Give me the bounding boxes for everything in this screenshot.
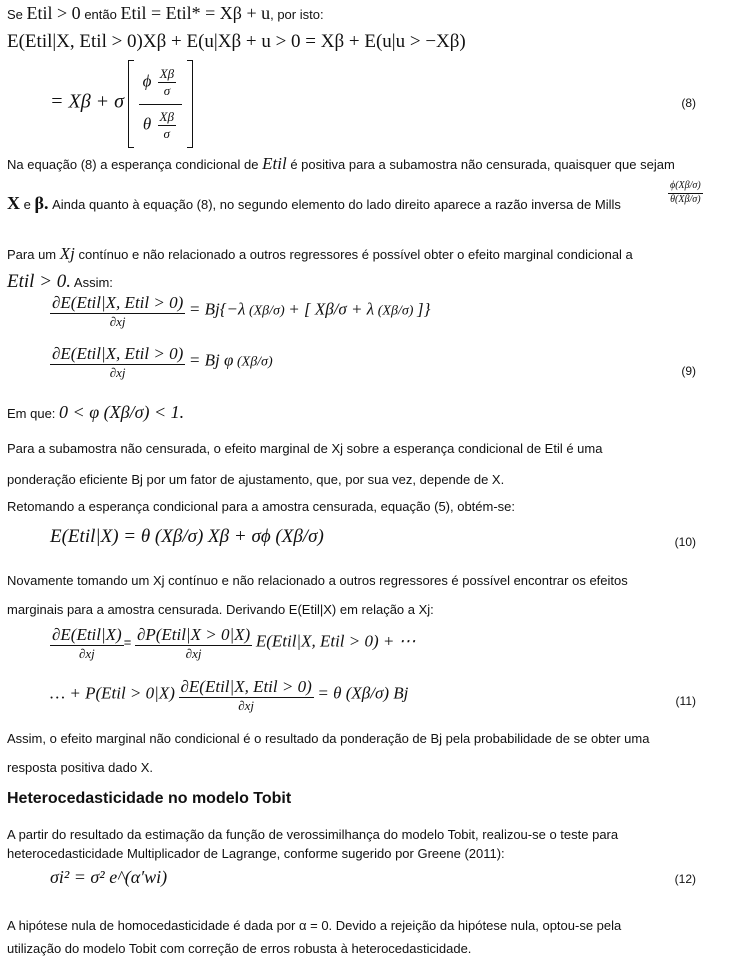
- text-poristo: , por isto:: [270, 7, 324, 22]
- eq8: [50, 60, 193, 148]
- eq11a-d2: ∂xj: [185, 646, 202, 662]
- para-10: resposta positiva dado X.: [7, 760, 153, 775]
- eq11a-tail: E(Etil|X, Etil > 0) + ⋯: [255, 631, 416, 651]
- eq9a-den: ∂xj: [109, 314, 126, 330]
- eq8-number: (8): [681, 96, 696, 110]
- eq8-lhs: = Xβ + σ: [50, 90, 125, 113]
- section-heading: Heterocedasticidade no modelo Tobit: [7, 790, 292, 807]
- eq9b-rhs: = Bj φ: [188, 350, 234, 370]
- para-12: heterocedasticidade Multiplicador de Lagrange, conforme sugerido por Greene (2011):: [7, 846, 505, 861]
- eq10-number: (10): [674, 535, 696, 549]
- eq10: E(Etil|X) = θ (Xβ/σ) Xβ + σϕ (Xβ/σ): [50, 526, 324, 547]
- p2-text: Ainda quanto à equação (8), no segundo elemento do lado direito aparece a razão inversa de Mills: [52, 197, 621, 212]
- p1-b: é positiva para a subamostra não censurada, quaisquer que sejam: [290, 157, 675, 172]
- eq9a-num: ∂E(Etil|X, Etil > 0): [50, 292, 185, 314]
- p3-xj: Xj: [59, 244, 75, 263]
- math-cond: Etil > 0: [26, 3, 81, 23]
- eq9a: $\frac{\text{∂E(Etil|X, Etil > 0)}}{\partial xj}$ = Bj{−λ (Xβ/σ) + [ Xβ/σ + λ (Xβ/σ) ]}: [52, 293, 431, 330]
- eq9a-rhs1: = Bj{−λ: [188, 299, 246, 319]
- para-14: utilização do modelo Tobit com correção de erros robusta à heterocedasticidade.: [7, 941, 472, 956]
- para-11: A partir do resultado da estimação da função de verossimilhança do modelo Tobit, realizou-se o teste para: [7, 827, 619, 842]
- eq-line-1: E(Etil|X, Etil > 0)Xβ + E(u|Xβ + u > 0 = Xβ + E(u|u > −Xβ): [7, 31, 466, 52]
- eq8-num: [139, 62, 182, 105]
- p1-etil: Etil: [262, 154, 287, 173]
- eq9-number: (9): [681, 364, 696, 378]
- p3-etil: Etil > 0.: [7, 271, 72, 292]
- mills-sig2: σ: [692, 193, 698, 205]
- eq11a-d1: ∂xj: [78, 646, 95, 662]
- para-7: Novamente tomando um Xj contínuo e não relacionado a outros regressores é possível encontrar os efeitos: [7, 573, 628, 588]
- eq8-theta: θ: [142, 114, 152, 134]
- para-6: Retomando a esperança condicional para a amostra censurada, equação (5), obtém-se:: [7, 499, 516, 514]
- p3-assim: Assim:: [73, 275, 113, 290]
- eq8-xb2: Xβ: [158, 109, 176, 126]
- mills-ratio: $\frac{\phi(X\beta/\sigma)}{\theta(X\beta/\sigma)}$: [670, 180, 701, 205]
- para-9: Assim, o efeito marginal não condicional é o resultado da ponderação de Bj pela probabilidade de se obter uma: [7, 731, 650, 746]
- eq11b-num: ∂E(Etil|X, Etil > 0): [179, 676, 314, 698]
- eq11a-n1: ∂E(Etil|X): [50, 624, 124, 646]
- mills-theta: θ: [670, 193, 676, 205]
- eq9a-rhs2: + [ Xβ/σ + λ: [288, 299, 375, 319]
- mills-sig1: σ: [692, 180, 698, 191]
- emque-label: Em que:: [7, 406, 56, 421]
- p3-b: contínuo e não relacionado a outros regressores é possível obter o efeito marginal condicional a: [78, 247, 633, 262]
- mills-xb2: Xβ: [678, 193, 690, 205]
- para-1: [7, 153, 724, 174]
- para-8: marginais para a amostra censurada. Derivando E(Etil|X) em relação a Xj:: [7, 602, 434, 617]
- eq9b-num: ∂E(Etil|X, Etil > 0): [50, 343, 185, 365]
- p2-beta: β.: [34, 193, 49, 213]
- intro-line: [7, 2, 324, 25]
- eq8-sig1: σ: [163, 83, 171, 99]
- text-se: Se: [7, 7, 23, 22]
- para-4: Para a subamostra não censurada, o efeito marginal de Xj sobre a esperança condicional de Etil é uma: [7, 441, 603, 456]
- eq12: σi² = σ² e^(α′wi): [50, 867, 168, 887]
- eq8-xb1: Xβ: [158, 66, 176, 83]
- para-3: [7, 243, 724, 264]
- eq9b-den: ∂xj: [109, 365, 126, 381]
- eq11b: [50, 676, 408, 715]
- emque-expr: 0 < φ (Xβ/σ) < 1.: [59, 402, 185, 422]
- eq8-bracket: [128, 60, 193, 148]
- eq11b-tail: = θ (Xβ/σ) Bj: [317, 683, 409, 703]
- eq8-fraction: [139, 62, 182, 146]
- text-entao: então: [84, 7, 117, 22]
- p2-e: e: [23, 197, 31, 212]
- para-3b: [7, 270, 113, 294]
- para-5: ponderação eficiente Bj por um fator de ajustamento, que, por sua vez, depende de X.: [7, 472, 505, 487]
- eq9a-rhs3: ]}: [417, 299, 431, 319]
- eq8-den: [139, 105, 182, 147]
- eq11-number: (11): [675, 694, 696, 708]
- p2-X: X: [7, 193, 20, 213]
- eq9b: $\frac{\text{∂E(Etil|X, Etil > 0)}}{\partial xj}$ = Bj φ (Xβ/σ): [52, 344, 273, 381]
- para-13: A hipótese nula de homocedasticidade é dada por α = 0. Devido a rejeição da hipótese nula, optou-se pela: [7, 918, 622, 933]
- eq11a: $\frac{\text{∂E(Etil|X)}}{\partial xj}$ = $\frac{\text{∂P(Etil|X > 0|X)}}{\partial xj}$ E(Etil|X, Etil > 0) + ⋯: [52, 625, 416, 662]
- em-que: [7, 401, 184, 424]
- p3-a: Para um: [7, 247, 57, 262]
- eq11b-den: ∂xj: [238, 698, 255, 714]
- eq12-number: (12): [674, 872, 696, 886]
- math-expr: Etil = Etil* = Xβ + u: [120, 3, 271, 23]
- eq8-phi: ϕ: [142, 71, 152, 91]
- eq11b-head: … + P(Etil > 0|X): [50, 683, 175, 703]
- mills-xb1: Xβ: [678, 180, 690, 191]
- eq8-sig2: σ: [163, 125, 170, 141]
- p1-a: Na equação (8) a esperança condicional de: [7, 157, 259, 172]
- eq11a-n2: ∂P(Etil|X > 0|X): [135, 624, 252, 646]
- mills-phi: ϕ: [670, 180, 676, 191]
- para-2: [7, 192, 621, 215]
